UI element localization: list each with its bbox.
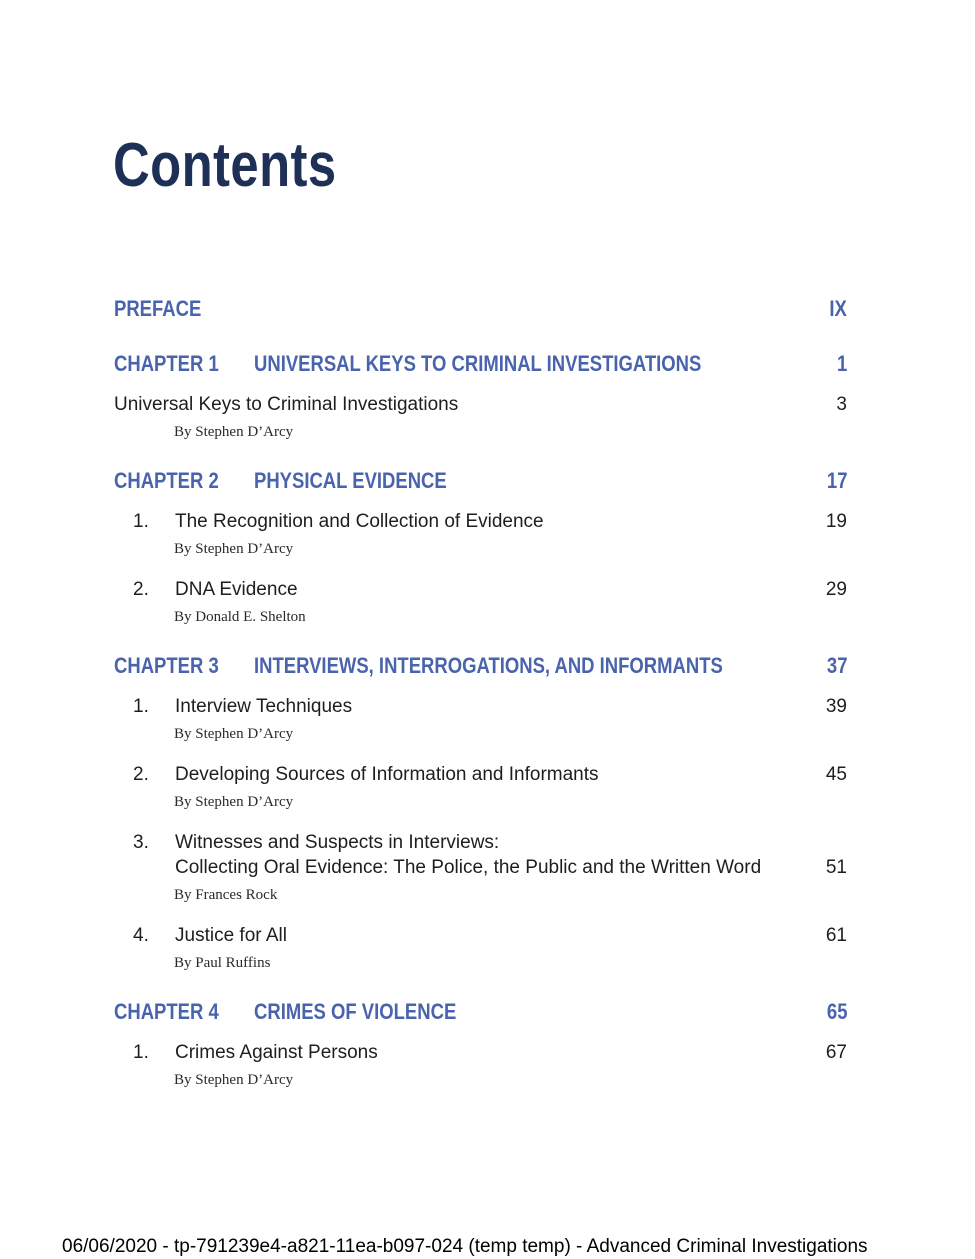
entry-number: 1. xyxy=(133,511,149,532)
entry-page: 3 xyxy=(836,394,847,415)
chapter-label: CHAPTER 3 xyxy=(114,653,219,678)
preface-heading[interactable] xyxy=(114,296,847,324)
chapter-heading[interactable] xyxy=(114,653,847,681)
entry-number: 2. xyxy=(133,764,149,785)
entry-number: 2. xyxy=(133,579,149,600)
entry-author: By Stephen D’Arcy xyxy=(174,794,294,810)
entry-page: 67 xyxy=(825,1042,847,1063)
entry-page: 39 xyxy=(825,696,847,717)
toc-entry[interactable] xyxy=(114,694,847,719)
toc-entry[interactable] xyxy=(114,830,847,880)
entry-title: Justice for All xyxy=(175,925,287,946)
page-title: Contents xyxy=(113,131,337,200)
chapter-title: INTERVIEWS, INTERROGATIONS, AND INFORMANTS xyxy=(254,653,723,678)
entry-title: Developing Sources of Information and Informants xyxy=(175,764,599,785)
chapter-page: 37 xyxy=(826,653,847,678)
chapter-title: CRIMES OF VIOLENCE xyxy=(254,999,457,1024)
entry-page: 45 xyxy=(825,764,847,785)
entry-number: 4. xyxy=(133,925,149,946)
chapter-title: PHYSICAL EVIDENCE xyxy=(254,468,447,493)
entry-title: The Recognition and Collection of Evidence xyxy=(175,511,544,532)
entry-page: 51 xyxy=(825,857,847,878)
preface-page: IX xyxy=(829,296,847,321)
entry-title-line: Collecting Oral Evidence: The Police, the Public and the Written Word xyxy=(175,857,762,878)
entry-author: By Stephen D’Arcy xyxy=(174,726,294,742)
entry-number: 3. xyxy=(133,832,149,853)
entry-title-line: Witnesses and Suspects in Interviews: xyxy=(175,832,500,853)
entry-title xyxy=(114,830,847,880)
entry-page: 19 xyxy=(825,511,847,532)
entry-page: 29 xyxy=(825,579,847,600)
chapter-page: 1 xyxy=(836,351,847,376)
entry-title: Universal Keys to Criminal Investigations xyxy=(114,394,459,415)
entry-author: By Stephen D’Arcy xyxy=(174,424,294,440)
entry-title: Interview Techniques xyxy=(175,696,353,717)
toc-entry[interactable] xyxy=(114,1040,847,1065)
page-footer: 06/06/2020 - tp-791239e4-a821-11ea-b097-024 (temp temp) - Advanced Criminal Investigations xyxy=(62,1236,868,1257)
chapter-title: UNIVERSAL KEYS TO CRIMINAL INVESTIGATIONS xyxy=(254,351,702,376)
preface-label: PREFACE xyxy=(114,296,202,321)
toc-entry[interactable] xyxy=(114,577,847,602)
entry-author: By Paul Ruffins xyxy=(174,955,271,971)
chapter-page: 65 xyxy=(826,999,847,1024)
chapter-page: 17 xyxy=(826,468,847,493)
toc-entry[interactable] xyxy=(114,509,847,534)
entry-author: By Stephen D’Arcy xyxy=(174,541,294,557)
chapter-heading[interactable] xyxy=(114,999,847,1027)
entry-author: By Frances Rock xyxy=(174,887,278,903)
chapter-label: CHAPTER 4 xyxy=(114,999,219,1024)
entry-title: Crimes Against Persons xyxy=(175,1042,378,1063)
toc-entry[interactable] xyxy=(114,392,847,417)
table-of-contents xyxy=(114,290,847,1089)
toc-entry[interactable] xyxy=(114,923,847,948)
chapter-label: CHAPTER 1 xyxy=(114,351,219,376)
chapter-label: CHAPTER 2 xyxy=(114,468,219,493)
entry-author: By Donald E. Shelton xyxy=(174,609,306,625)
chapter-heading[interactable] xyxy=(114,351,847,379)
toc-entry[interactable] xyxy=(114,762,847,787)
chapter-heading[interactable] xyxy=(114,468,847,496)
entry-page: 61 xyxy=(825,925,847,946)
entry-number: 1. xyxy=(133,696,149,717)
entry-author: By Stephen D’Arcy xyxy=(174,1072,294,1088)
entry-title: DNA Evidence xyxy=(175,579,298,600)
entry-number: 1. xyxy=(133,1042,149,1063)
